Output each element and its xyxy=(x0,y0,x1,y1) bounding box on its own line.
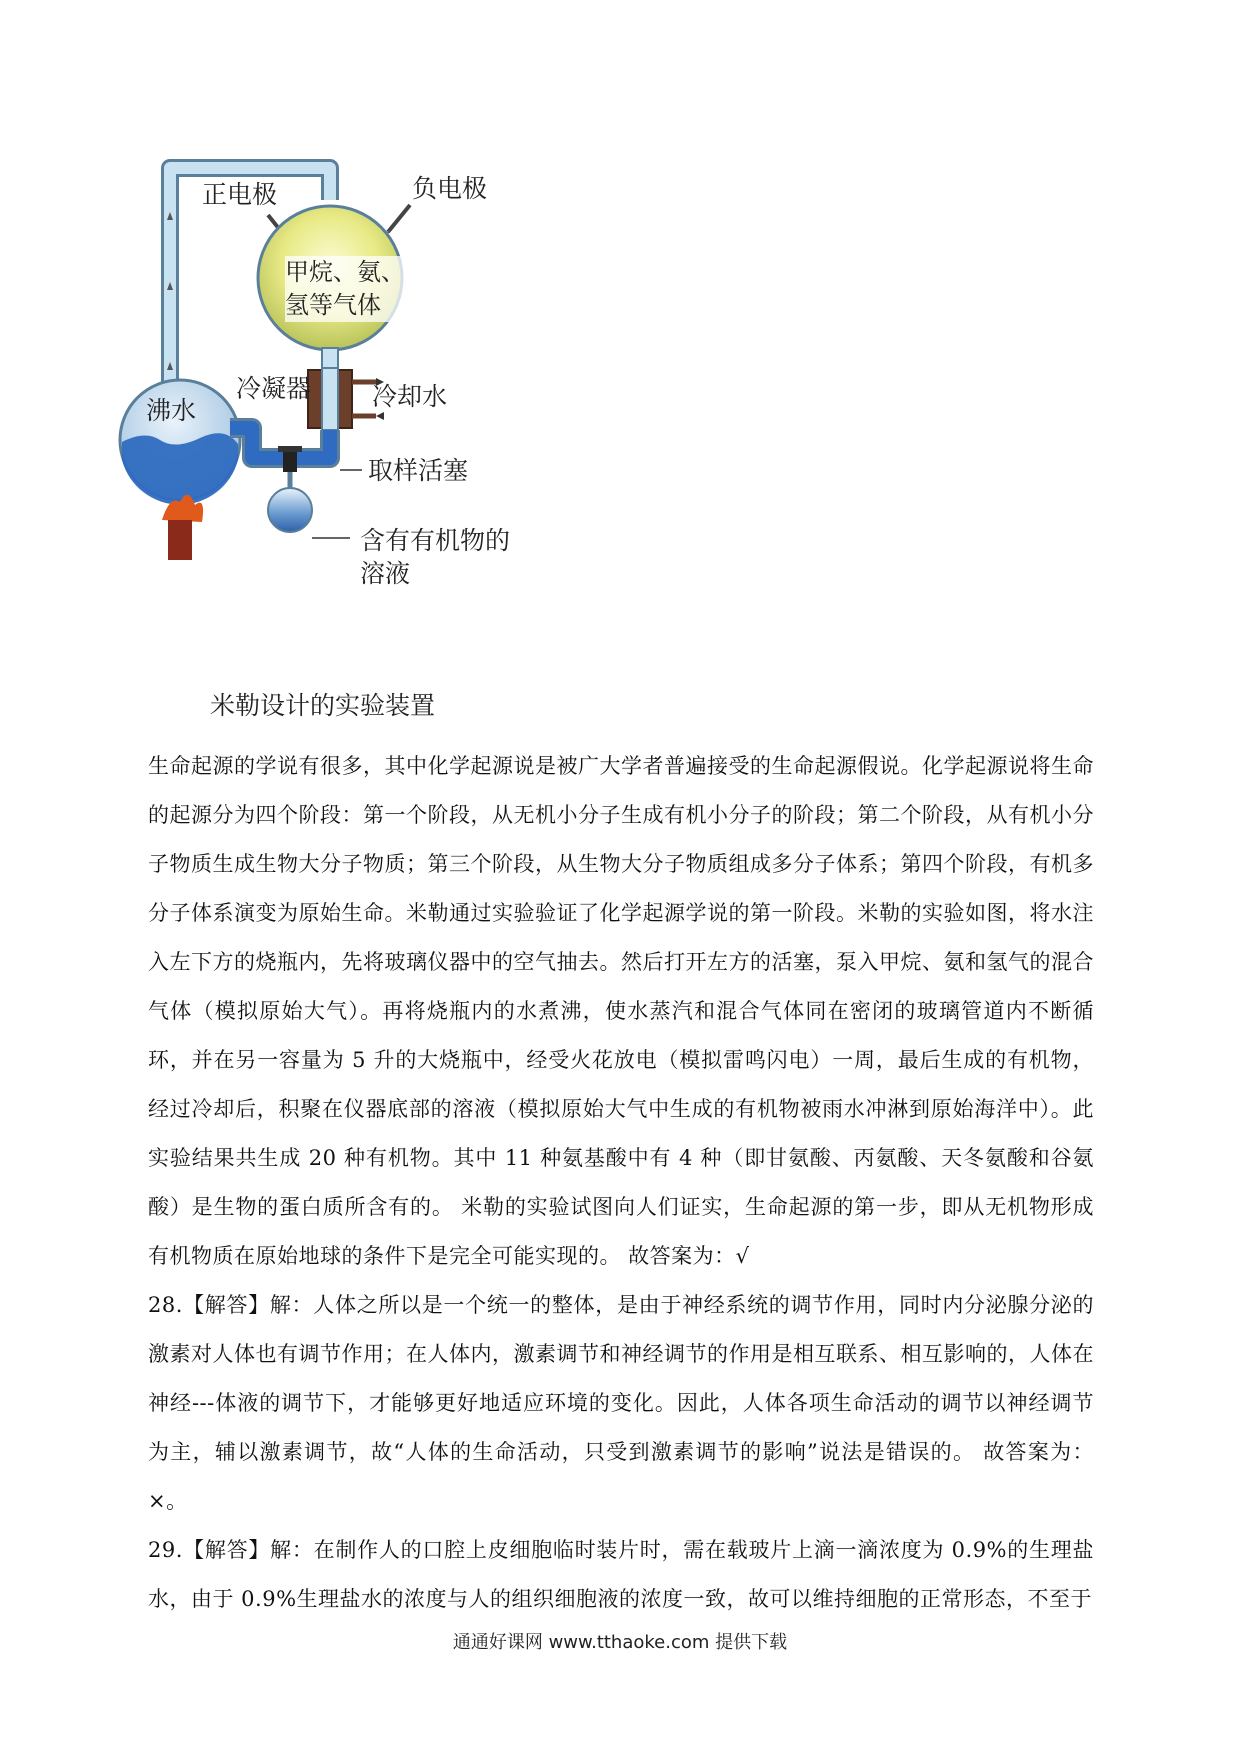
paragraph-27-explanation: 生命起源的学说有很多，其中化学起源说是被广大学者普遍接受的生命起源假说。化学起源说将生命的起源分为四个阶段：第一个阶段，从无机小分子生成有机小分子的阶段；第二个阶段，从有机小分子物质生成生物大分子物质；第三个阶段，从生物大分子物质组成多分子体系；第四个阶段，有机多分子体系演变为原始生命。米勒通过实验验证了化学起源学说的第一阶段。米勒的实验如图，将水注入左下方的烧瓶内，先将玻璃仪器中的空气抽去。然后打开左方的活塞，泵入甲烷、氨和氢气的混合气体（模拟原始大气）。再将烧瓶内的水煮沸，使水蒸汽和混合气体同在密闭的玻璃管道内不断循环，并在另一容量为 5 升的大烧瓶中，经受火花放电（模拟雷鸣闪电）一周，最后生成的有机物，经过冷却后，积聚在仪器底部的溶液（模拟原始大气中生成的有机物被雨水冲淋到原始海洋中）。此实验结果共生成 20 种有机物。其中 11 种氨基酸中有 4 种（即甘氨酸、丙氨酸、天冬氨酸和谷氨酸）是生物的蛋白质所含有的。 米勒的实验试图向人们证实，生命起源的第一步，即从无机物形成有机物质在原始地球的条件下是完全可能实现的。 故答案为：√ xyxy=(148,754,1094,1268)
label-condenser: 冷凝器 xyxy=(236,374,312,403)
label-boiling-water: 沸水 xyxy=(146,396,197,425)
label-sampling-valve: 取样活塞 xyxy=(368,456,469,485)
label-organic-solution: 含有有机物的溶液 xyxy=(360,526,511,588)
label-gases: 甲烷、氨、氢等气体 xyxy=(285,256,405,322)
page-footer: 通通好课网 www.tthaoke.com 提供下载 xyxy=(452,1632,788,1653)
label-cooling-water: 冷却水 xyxy=(372,382,448,411)
label-positive-electrode: 正电极 xyxy=(202,180,278,209)
body-text xyxy=(148,742,1094,1624)
figure-caption: 米勒设计的实验装置 xyxy=(210,691,436,720)
paragraph-29-answer: 29.【解答】解：在制作人的口腔上皮细胞临时装片时，需在载玻片上滴一滴浓度为 0.9%的生理盐水，由于 0.9%生理盐水的浓度与人的组织细胞液的浓度一致，故可以维持细胞的正常形态，不至于 xyxy=(148,1538,1094,1611)
sample-flask xyxy=(268,488,312,532)
label-negative-electrode: 负电极 xyxy=(412,174,488,203)
negative-electrode xyxy=(388,205,410,232)
miller-apparatus-diagram xyxy=(140,160,600,680)
miller-apparatus-figure xyxy=(140,160,600,680)
paragraph-28-answer: 28.【解答】解：人体之所以是一个统一的整体，是由于神经系统的调节作用，同时内分泌腺分泌的激素对人体也有调节作用；在人体内，激素调节和神经调节的作用是相互联系、相互影响的，人体在神经---体液的调节下，才能够更好地适应环境的变化。因此，人体各项生命活动的调节以神经调节为主，辅以激素调节，故“人体的生命活动，只受到激素调节的影响”说法是错误的。 故答案为：×。 xyxy=(148,1293,1094,1513)
burner xyxy=(168,520,192,560)
